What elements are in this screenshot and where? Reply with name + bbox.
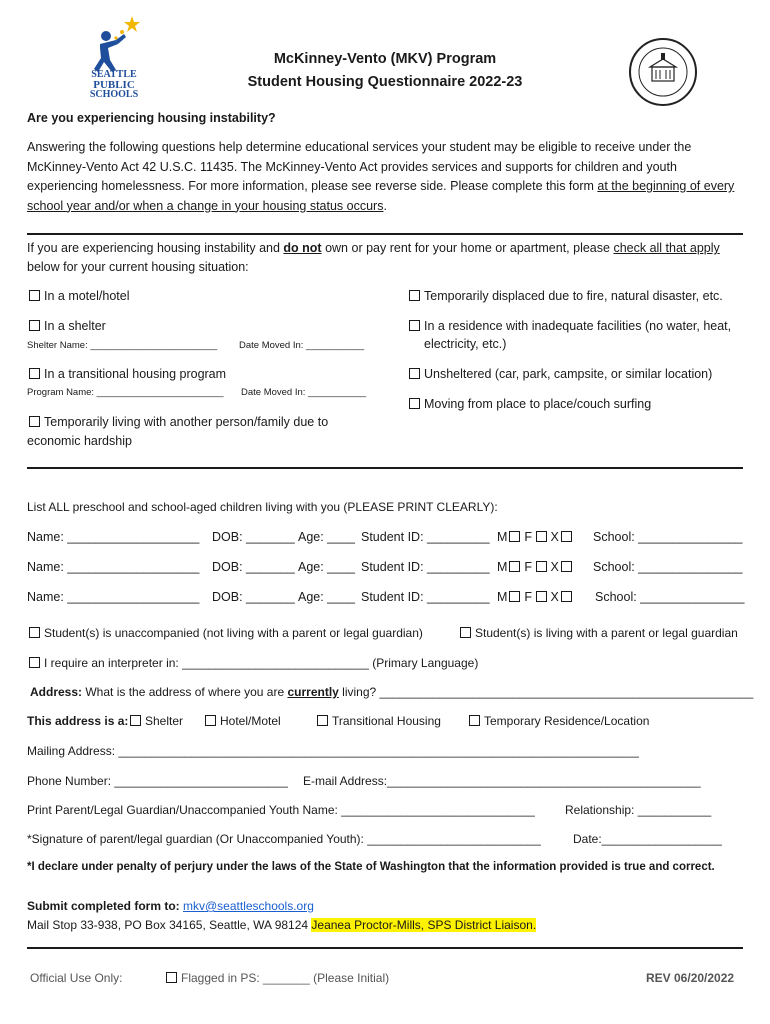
x-label: X [550,560,559,574]
situation-instructions-2: below for your current housing situation: [27,260,249,274]
label-transitional: In a transitional housing program [44,367,227,381]
housing-question: Are you experiencing housing instability? [27,111,276,125]
mailing-address-field[interactable]: Mailing Address: ______________________________________________________________________________ [27,744,639,758]
checkbox-unsheltered[interactable] [409,368,420,379]
instr-c: own or pay rent for your home or apartment, please [321,241,614,255]
option-unaccompanied[interactable] [29,626,423,640]
option-type-hotel[interactable] [205,714,281,728]
label-motel: In a motel/hotel [44,289,130,303]
school-field[interactable]: School: _______________ [593,560,743,574]
age-field[interactable]: Age: ____ [298,590,355,604]
liaison-name: Jeanea Proctor-Mills, SPS District Liaison. [311,918,537,932]
program-name-field[interactable]: Program Name: ________________________ [27,387,224,398]
state-seal [628,37,698,107]
checkbox-x[interactable] [561,531,572,542]
gender-options [497,530,576,544]
option-flagged[interactable] [166,971,389,985]
instr-do-not: do not [283,241,322,255]
form-title-line-2: Student Housing Questionnaire 2022-23 [247,74,523,90]
revision-label: REV 06/20/2022 [646,971,735,985]
divider-3 [27,947,743,949]
gender-options [497,590,576,604]
checkbox-moving[interactable] [409,398,420,409]
checkbox-f[interactable] [536,561,547,572]
gender-options [497,560,576,574]
form-title-line-1: McKinney-Vento (MKV) Program [273,51,497,67]
label-type-transitional: Transitional Housing [332,714,441,728]
label-displaced: Temporarily displaced due to fire, natural disaster, etc. [424,289,723,303]
checkbox-m[interactable] [509,591,520,602]
dob-field[interactable]: DOB: _______ [212,590,295,604]
option-moving[interactable] [409,397,651,411]
label-moving: Moving from place to place/couch surfing [424,397,652,411]
name-field[interactable]: Name: ___________________ [27,560,200,574]
checkbox-type-transitional[interactable] [317,715,328,726]
m-label: M [497,530,508,544]
student-id-field[interactable]: Student ID: _________ [361,560,490,574]
email-field[interactable]: E-mail Address:_______________________________________________ [303,774,701,788]
checkbox-doubled-up[interactable] [29,416,40,427]
label-type-shelter: Shelter [145,714,184,728]
m-label: M [497,560,508,574]
name-field[interactable]: Name: ___________________ [27,590,200,604]
phone-field[interactable]: Phone Number: __________________________ [27,774,288,788]
perjury-declaration: *I declare under penalty of perjury under the laws of the State of Washington that the information provided is true and correct. [27,861,715,873]
print-name-field[interactable]: Print Parent/Legal Guardian/Unaccompanied Youth Name: _____________________________ [27,803,535,817]
option-type-temporary[interactable] [469,714,649,728]
instr-check-all: check all that apply [613,241,720,255]
submit-line [27,899,314,913]
address-type-label: This address is a: [27,714,129,728]
label-inadequate: In a residence with inadequate facilities (no water, heat, [424,319,732,333]
intro-underlined: at the beginning of every school year and/or when a change in your housing status occurs [27,179,735,213]
instr-a: If you are experiencing housing instability and [27,241,284,255]
situation-instructions [27,241,720,255]
f-label: F [524,560,533,574]
label-unsheltered: Unsheltered (car, park, campsite, or similar location) [424,367,713,381]
checkbox-interpreter[interactable] [29,657,40,668]
x-label: X [550,590,559,604]
checkbox-with-parent[interactable] [460,627,471,638]
school-field[interactable]: School: _______________ [593,530,743,544]
f-label: F [524,590,533,604]
mail-address: Mail Stop 33-938, PO Box 34165, Seattle, WA 98124 [27,918,312,932]
name-field[interactable]: Name: ___________________ [27,530,200,544]
label-doubled-up-2: economic hardship [27,434,132,448]
submit-label: Submit completed form to: [27,899,183,913]
shelter-name-field[interactable]: Shelter Name: ________________________ [27,340,218,351]
label-type-hotel: Hotel/Motel [220,714,281,728]
option-unsheltered[interactable] [409,367,712,381]
children-heading: List ALL preschool and school-aged children living with you (PLEASE PRINT CLEARLY): [27,500,498,514]
program-date-field[interactable]: Date Moved In: ___________ [241,387,367,398]
logo-line-1: SEATTLE [91,69,137,80]
dob-field[interactable]: DOB: _______ [212,560,295,574]
checkbox-shelter[interactable] [29,320,40,331]
option-type-shelter[interactable] [130,714,183,728]
school-field[interactable]: School: _______________ [595,590,745,604]
option-doubled-up[interactable] [29,415,328,429]
address-question: What is the address of where you are [85,685,288,699]
checkbox-x[interactable] [561,561,572,572]
option-displaced[interactable] [409,289,723,303]
state-seal-icon [628,37,698,107]
checkbox-type-shelter[interactable] [130,715,141,726]
signature-field[interactable]: *Signature of parent/legal guardian (Or Unaccompanied Youth): __________________________ [27,832,541,846]
label-type-temporary: Temporary Residence/Location [484,714,650,728]
seal-text [628,37,629,38]
intro-end: . [383,198,387,213]
logo-line-2: PUBLIC [93,79,135,91]
option-interpreter[interactable] [29,656,478,670]
divider-1 [27,233,743,235]
official-use-label: Official Use Only: [30,971,123,985]
checkbox-m[interactable] [509,531,520,542]
option-inadequate[interactable] [409,319,731,333]
relationship-field[interactable]: Relationship: ___________ [565,803,712,817]
option-type-transitional[interactable] [317,714,441,728]
mail-line [27,918,536,932]
shelter-date-field[interactable]: Date Moved In: ___________ [239,340,365,351]
checkbox-transitional[interactable] [29,368,40,379]
intro-paragraph [27,138,743,216]
label-interpreter: I require an interpreter in: ____________________________ (Primary Language) [44,656,479,670]
checkbox-flagged[interactable] [166,972,177,983]
checkbox-x[interactable] [561,591,572,602]
checkbox-f[interactable] [536,531,547,542]
date-field[interactable]: Date:__________________ [573,832,722,846]
label-unaccompanied: Student(s) is unaccompanied (not living with a parent or legal guardian) [44,626,423,640]
f-label: F [524,530,533,544]
label-doubled-up: Temporarily living with another person/family due to [44,415,329,429]
logo-line-3: SCHOOLS [89,89,139,100]
age-field[interactable]: Age: ____ [298,560,355,574]
checkbox-type-temporary[interactable] [469,715,480,726]
checkbox-f[interactable] [536,591,547,602]
option-shelter[interactable] [29,319,106,333]
address-currently: currently [287,685,339,699]
option-with-parent[interactable] [460,626,738,640]
age-field[interactable]: Age: ____ [298,530,355,544]
address-field[interactable]: living? ________________________________________________________ [338,685,754,699]
student-id-field[interactable]: Student ID: _________ [361,530,490,544]
label-with-parent: Student(s) is living with a parent or legal guardian [475,626,738,640]
checkbox-motel[interactable] [29,290,40,301]
checkbox-type-hotel[interactable] [205,715,216,726]
checkbox-unaccompanied[interactable] [29,627,40,638]
address-line[interactable] [30,685,753,699]
label-shelter: In a shelter [44,319,106,333]
x-label: X [550,530,559,544]
option-transitional[interactable] [29,367,226,381]
label-inadequate-2: electricity, etc.) [424,337,507,351]
address-label: Address: [30,685,83,699]
checkbox-inadequate[interactable] [409,320,420,331]
label-flagged: Flagged in PS: _______ (Please Initial) [181,971,390,985]
checkbox-m[interactable] [509,561,520,572]
checkbox-displaced[interactable] [409,290,420,301]
divider-2 [27,467,743,469]
m-label: M [497,590,508,604]
intro-text: Answering the following questions help determine educational services your student may be eligible to receive under the McKinney-Vento Act 42 U.S.C. 11435. The McKinney-Vento Act provides services and supports for children and youth experiencing homelessness. For more information, please see reverse side. Please complete this form [27,140,692,193]
dob-field[interactable]: DOB: _______ [212,530,295,544]
sps-logo [86,14,146,106]
option-motel[interactable] [29,289,129,303]
student-id-field[interactable]: Student ID: _________ [361,590,490,604]
submit-email-link[interactable]: mkv@seattleschools.org [183,899,314,913]
